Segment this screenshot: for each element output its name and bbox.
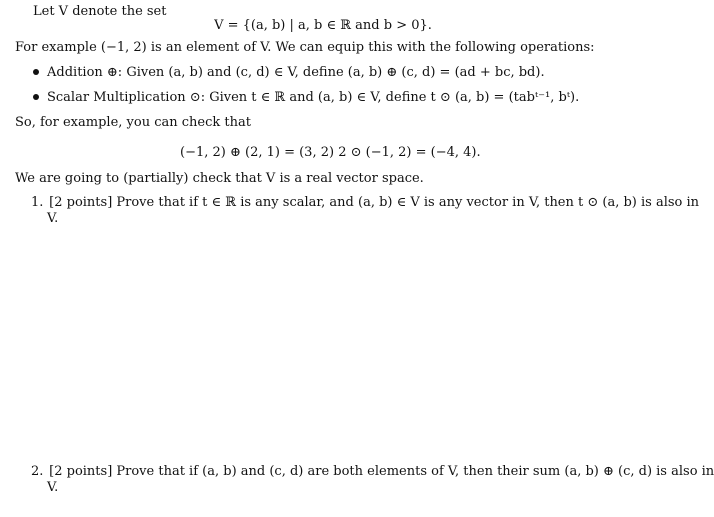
operation-label: Addition ⊕:	[47, 65, 123, 80]
intro-let-line: Let V denote the set	[33, 4, 167, 19]
example-line: For example (−1, 2) is an element of V. We can equip this with the following operations:	[15, 40, 595, 55]
question-number: 1.	[31, 195, 44, 210]
operation-scalar-multiplication	[33, 90, 579, 106]
operation-label: Scalar Multiplication ⊙:	[47, 90, 206, 105]
bullet-icon	[33, 69, 39, 75]
bullet-icon	[33, 94, 39, 100]
question-text: [2 points] Prove that if t ∈ ℝ is any scalar, and (a, b) ∈ V is any vector in V, then t ⊙ (a, b) is also in	[49, 195, 700, 210]
check-line: So, for example, you can check that	[15, 115, 251, 130]
question-1	[31, 195, 699, 211]
operation-text: Given t ∈ ℝ and (a, b) ∈ V, define t ⊙ (a, b) = (tabᵗ⁻¹, bᵗ).	[209, 90, 580, 105]
goal-line: We are going to (partially) check that V is a real vector space.	[15, 171, 424, 186]
question-text: [2 points] Prove that if (a, b) and (c, d) are both elements of V, then their sum (a, b) ⊕ (c, d) is also in	[49, 464, 714, 479]
examples-display: (−1, 2) ⊕ (2, 1) = (3, 2) 2 ⊙ (−1, 2) = (−4, 4).	[180, 145, 481, 160]
question-2-continuation: V.	[47, 480, 59, 495]
set-definition: V = {(a, b) | a, b ∈ ℝ and b > 0}.	[214, 18, 432, 33]
question-number: 2.	[31, 464, 44, 479]
operation-addition	[33, 65, 545, 81]
operation-text: Given (a, b) and (c, d) ∈ V, define (a, b) ⊕ (c, d) = (ad + bc, bd).	[126, 65, 545, 80]
answer-space-1[interactable]	[33, 232, 613, 457]
question-1-continuation: V.	[47, 211, 59, 226]
question-2	[31, 464, 714, 480]
